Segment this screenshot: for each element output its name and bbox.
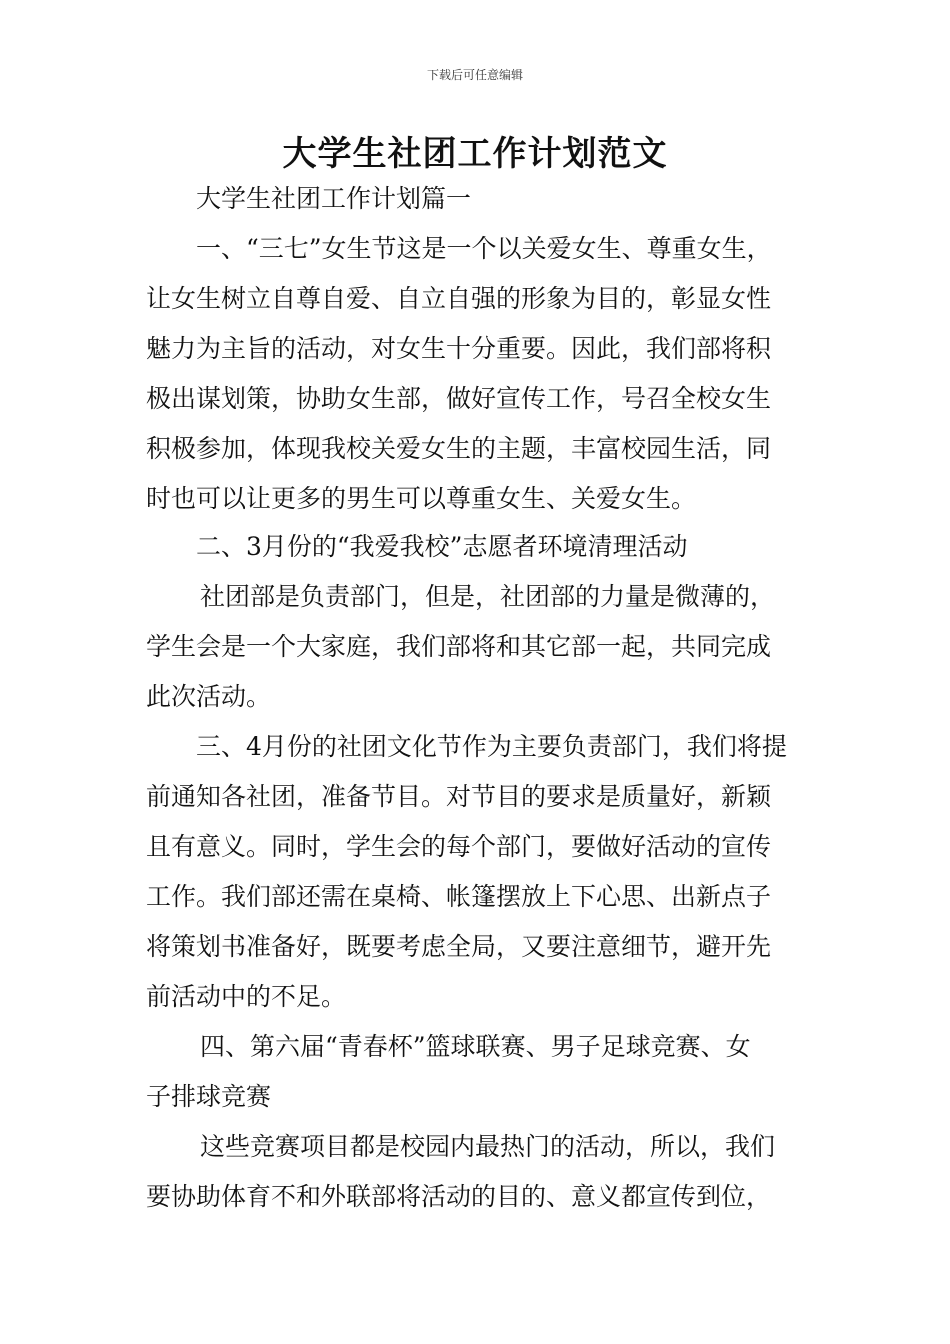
- section-heading: 大学生社团工作计划篇一: [196, 184, 472, 213]
- document-title: 大学生社团工作计划范文: [282, 134, 668, 174]
- paragraph-line: 三、4月份的社团文化节作为主要负责部门，我们将提: [196, 732, 787, 761]
- paragraph-line: 此次活动。: [146, 682, 272, 711]
- paragraph-line: 一、“三七”女生节这是一个以关爱女生、尊重女生，: [196, 234, 772, 263]
- header-note: 下载后可任意编辑: [426, 68, 523, 82]
- paragraph-line: 魅力为主旨的活动，对女生十分重要。因此，我们部将积: [146, 334, 772, 363]
- paragraph-line: 社团部是负责部门，但是，社团部的力量是微薄的，: [200, 582, 776, 611]
- paragraph-line: 子排球竞赛: [146, 1082, 272, 1111]
- paragraph-line: 且有意义。同时，学生会的每个部门，要做好活动的宣传: [146, 832, 772, 861]
- paragraph-line: 前通知各社团，准备节目。对节目的要求是质量好，新颖: [146, 782, 772, 811]
- paragraph-line: 这些竞赛项目都是校园内最热门的活动，所以，我们: [200, 1132, 776, 1161]
- paragraph-line: 让女生树立自尊自爱、自立自强的形象为目的，彰显女性: [146, 284, 772, 313]
- paragraph-line: 前活动中的不足。: [146, 982, 347, 1011]
- paragraph-line: 二、3月份的“我爱我校”志愿者环境清理活动: [196, 532, 688, 561]
- paragraph-line: 四、第六届“青春杯”篮球联赛、男子足球竞赛、女: [200, 1032, 751, 1061]
- paragraph-line: 将策划书准备好，既要考虑全局，又要注意细节，避开先: [146, 932, 772, 961]
- paragraph-line: 积极参加，体现我校关爱女生的主题，丰富校园生活，同: [146, 434, 772, 463]
- paragraph-line: 时也可以让更多的男生可以尊重女生、关爱女生。: [146, 484, 697, 513]
- paragraph-line: 学生会是一个大家庭，我们部将和其它部一起，共同完成: [146, 632, 772, 661]
- paragraph-line: 极出谋划策，协助女生部，做好宣传工作，号召全校女生: [146, 384, 772, 413]
- paragraph-line: 要协助体育不和外联部将活动的目的、意义都宣传到位，: [146, 1182, 772, 1211]
- paragraph-line: 工作。我们部还需在桌椅、帐篷摆放上下心思、出新点子: [146, 882, 772, 911]
